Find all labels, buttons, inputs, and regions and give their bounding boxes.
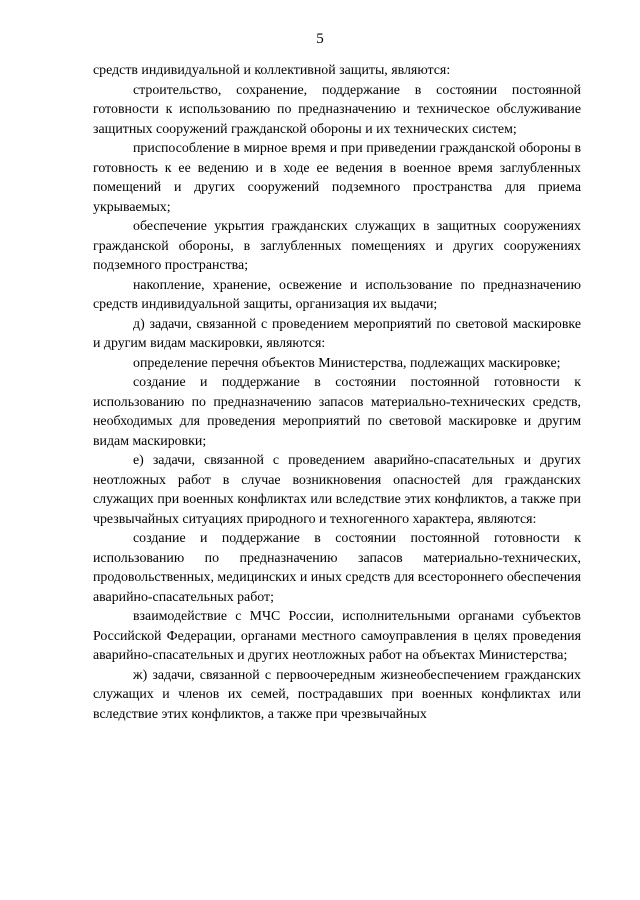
paragraph: создание и поддержание в состоянии постоянной готовности к использованию по предназначению запасов материально-технических, продовольственных, медицинских и иных средств для всестороннего обеспечения аварийно-спасательных работ; [93, 531, 581, 605]
paragraph: е) задачи, связанной с проведением аварийно-спасательных и других неотложных работ в случае возникновения опасностей для гражданских служащих при военных конфликтах или вследствие этих конфликтов, а также при чрезвычайных ситуациях природного и техногенного характера, являются: [93, 453, 581, 527]
paragraph: накопление, хранение, освежение и использование по предназначению средств индивидуальной защиты, организация их выдачи; [93, 277, 581, 312]
paragraph: определение перечня объектов Министерства, подлежащих маскировке; [133, 355, 561, 371]
paragraph: ж) задачи, связанной с первоочередным жизнеобеспечением гражданских служащих и членов их семей, пострадавших при военных конфликтах или вследствие этих конфликтов, а также при чрезвычайных [93, 667, 581, 722]
paragraph: взаимодействие с МЧС России, исполнительными органами субъектов Российской Федерации, органами местного самоуправления в целях проведения аварийно-спасательных и других неотложных работ на объектах Министерства; [93, 609, 581, 663]
paragraph: обеспечение укрытия гражданских служащих в защитных сооружениях гражданской обороны, в заглубленных помещениях и других сооружениях подземного пространства; [93, 219, 581, 273]
document-body [93, 61, 581, 724]
paragraph: средств индивидуальной и коллективной защиты, являются: [93, 63, 451, 78]
paragraph: создание и поддержание в состоянии постоянной готовности к использованию по предназначению запасов материально-технических средств, необходимых для проведения мероприятий по световой маскировке и другим видам маскировки; [93, 375, 581, 449]
paragraph: строительство, сохранение, поддержание в состоянии постоянной готовности к использованию по предназначению и техническое обслуживание защитных сооружений гражданской обороны и их технических систем; [93, 82, 581, 137]
page-number: 5 [316, 31, 324, 47]
paragraph: д) задачи, связанной с проведением мероприятий по световой маскировке и другим видам маскировки, являются: [93, 316, 581, 351]
paragraph: приспособление в мирное время и при приведении гражданской обороны в готовность к ее ведению и в ходе ее ведения в военное время заглубленных помещений и других сооружений подземного пространства для приема укрываемых; [93, 141, 581, 215]
